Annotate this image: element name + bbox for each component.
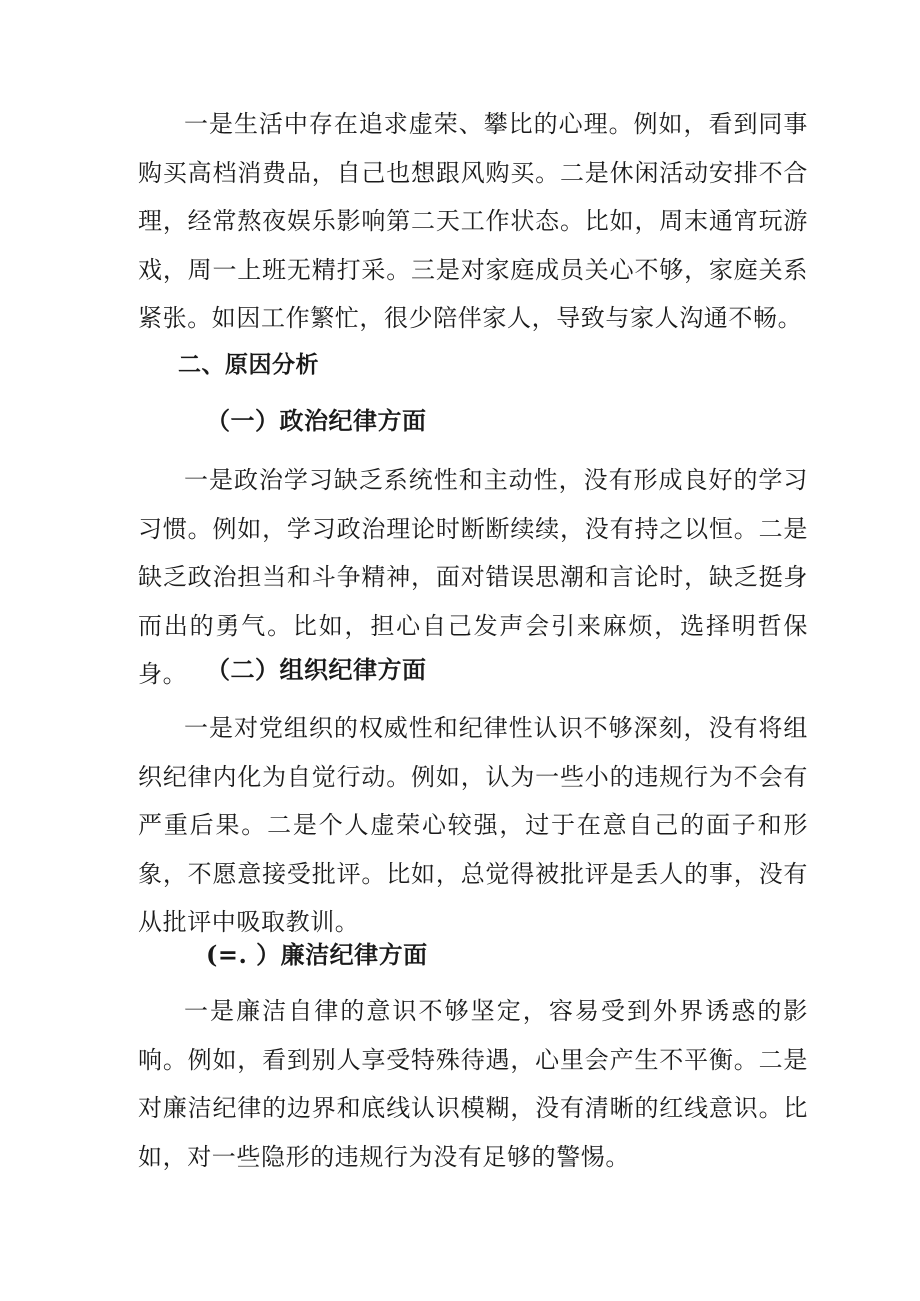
- paragraph-integrity-discipline: 一是廉洁自律的意识不够坚定，容易受到外界诱惑的影响。例如，看到别人享受特殊待遇，心里会产生不平衡。二是对廉洁纪律的边界和底线认识模糊，没有清晰的红线意识。比如，对一些隐形的违规行为没有足够的警惕。: [138, 997, 808, 1171]
- paragraph-organizational-discipline: 一是对党组织的权威性和纪律性认识不够深刻，没有将组织纪律内化为自觉行动。例如，认为一些小的违规行为不会有严重后果。二是个人虚荣心较强，过于在意自己的面子和形象，不愿意接受批评。比如，总觉得被批评是丢人的事，没有从批评中吸取教训。: [138, 714, 808, 936]
- paragraph-lifestyle-issues: 一是生活中存在追求虚荣、攀比的心理。例如，看到同事购买高档消费品，自己也想跟风购买。二是休闲活动安排不合理，经常熬夜娱乐影响第二天工作状态。比如，周末通宵玩游戏，周一上班无精打采。三是对家庭成员关心不够，家庭关系紧张。如因工作繁忙，很少陪伴家人，导致与家人沟通不畅。: [138, 110, 808, 332]
- subheading-political-discipline: （一）政治纪律方面: [206, 406, 427, 435]
- section-heading-cause-analysis: 二、原因分析: [178, 352, 319, 378]
- paragraph-political-discipline: 一是政治学习缺乏系统性和主动性，没有形成良好的学习习惯。例如，学习政治理论时断断续续，没有持之以恒。二是缺乏政治担当和斗争精神，面对错误思潮和言论时，缺乏挺身而出的勇气。比如，担心自己发声会引来麻烦，选择明哲保身。: [138, 466, 808, 688]
- subheading-organizational-discipline: （二）组织纪律方面: [206, 655, 427, 684]
- subheading-integrity-discipline: (=. ）廉洁纪律方面: [206, 940, 428, 969]
